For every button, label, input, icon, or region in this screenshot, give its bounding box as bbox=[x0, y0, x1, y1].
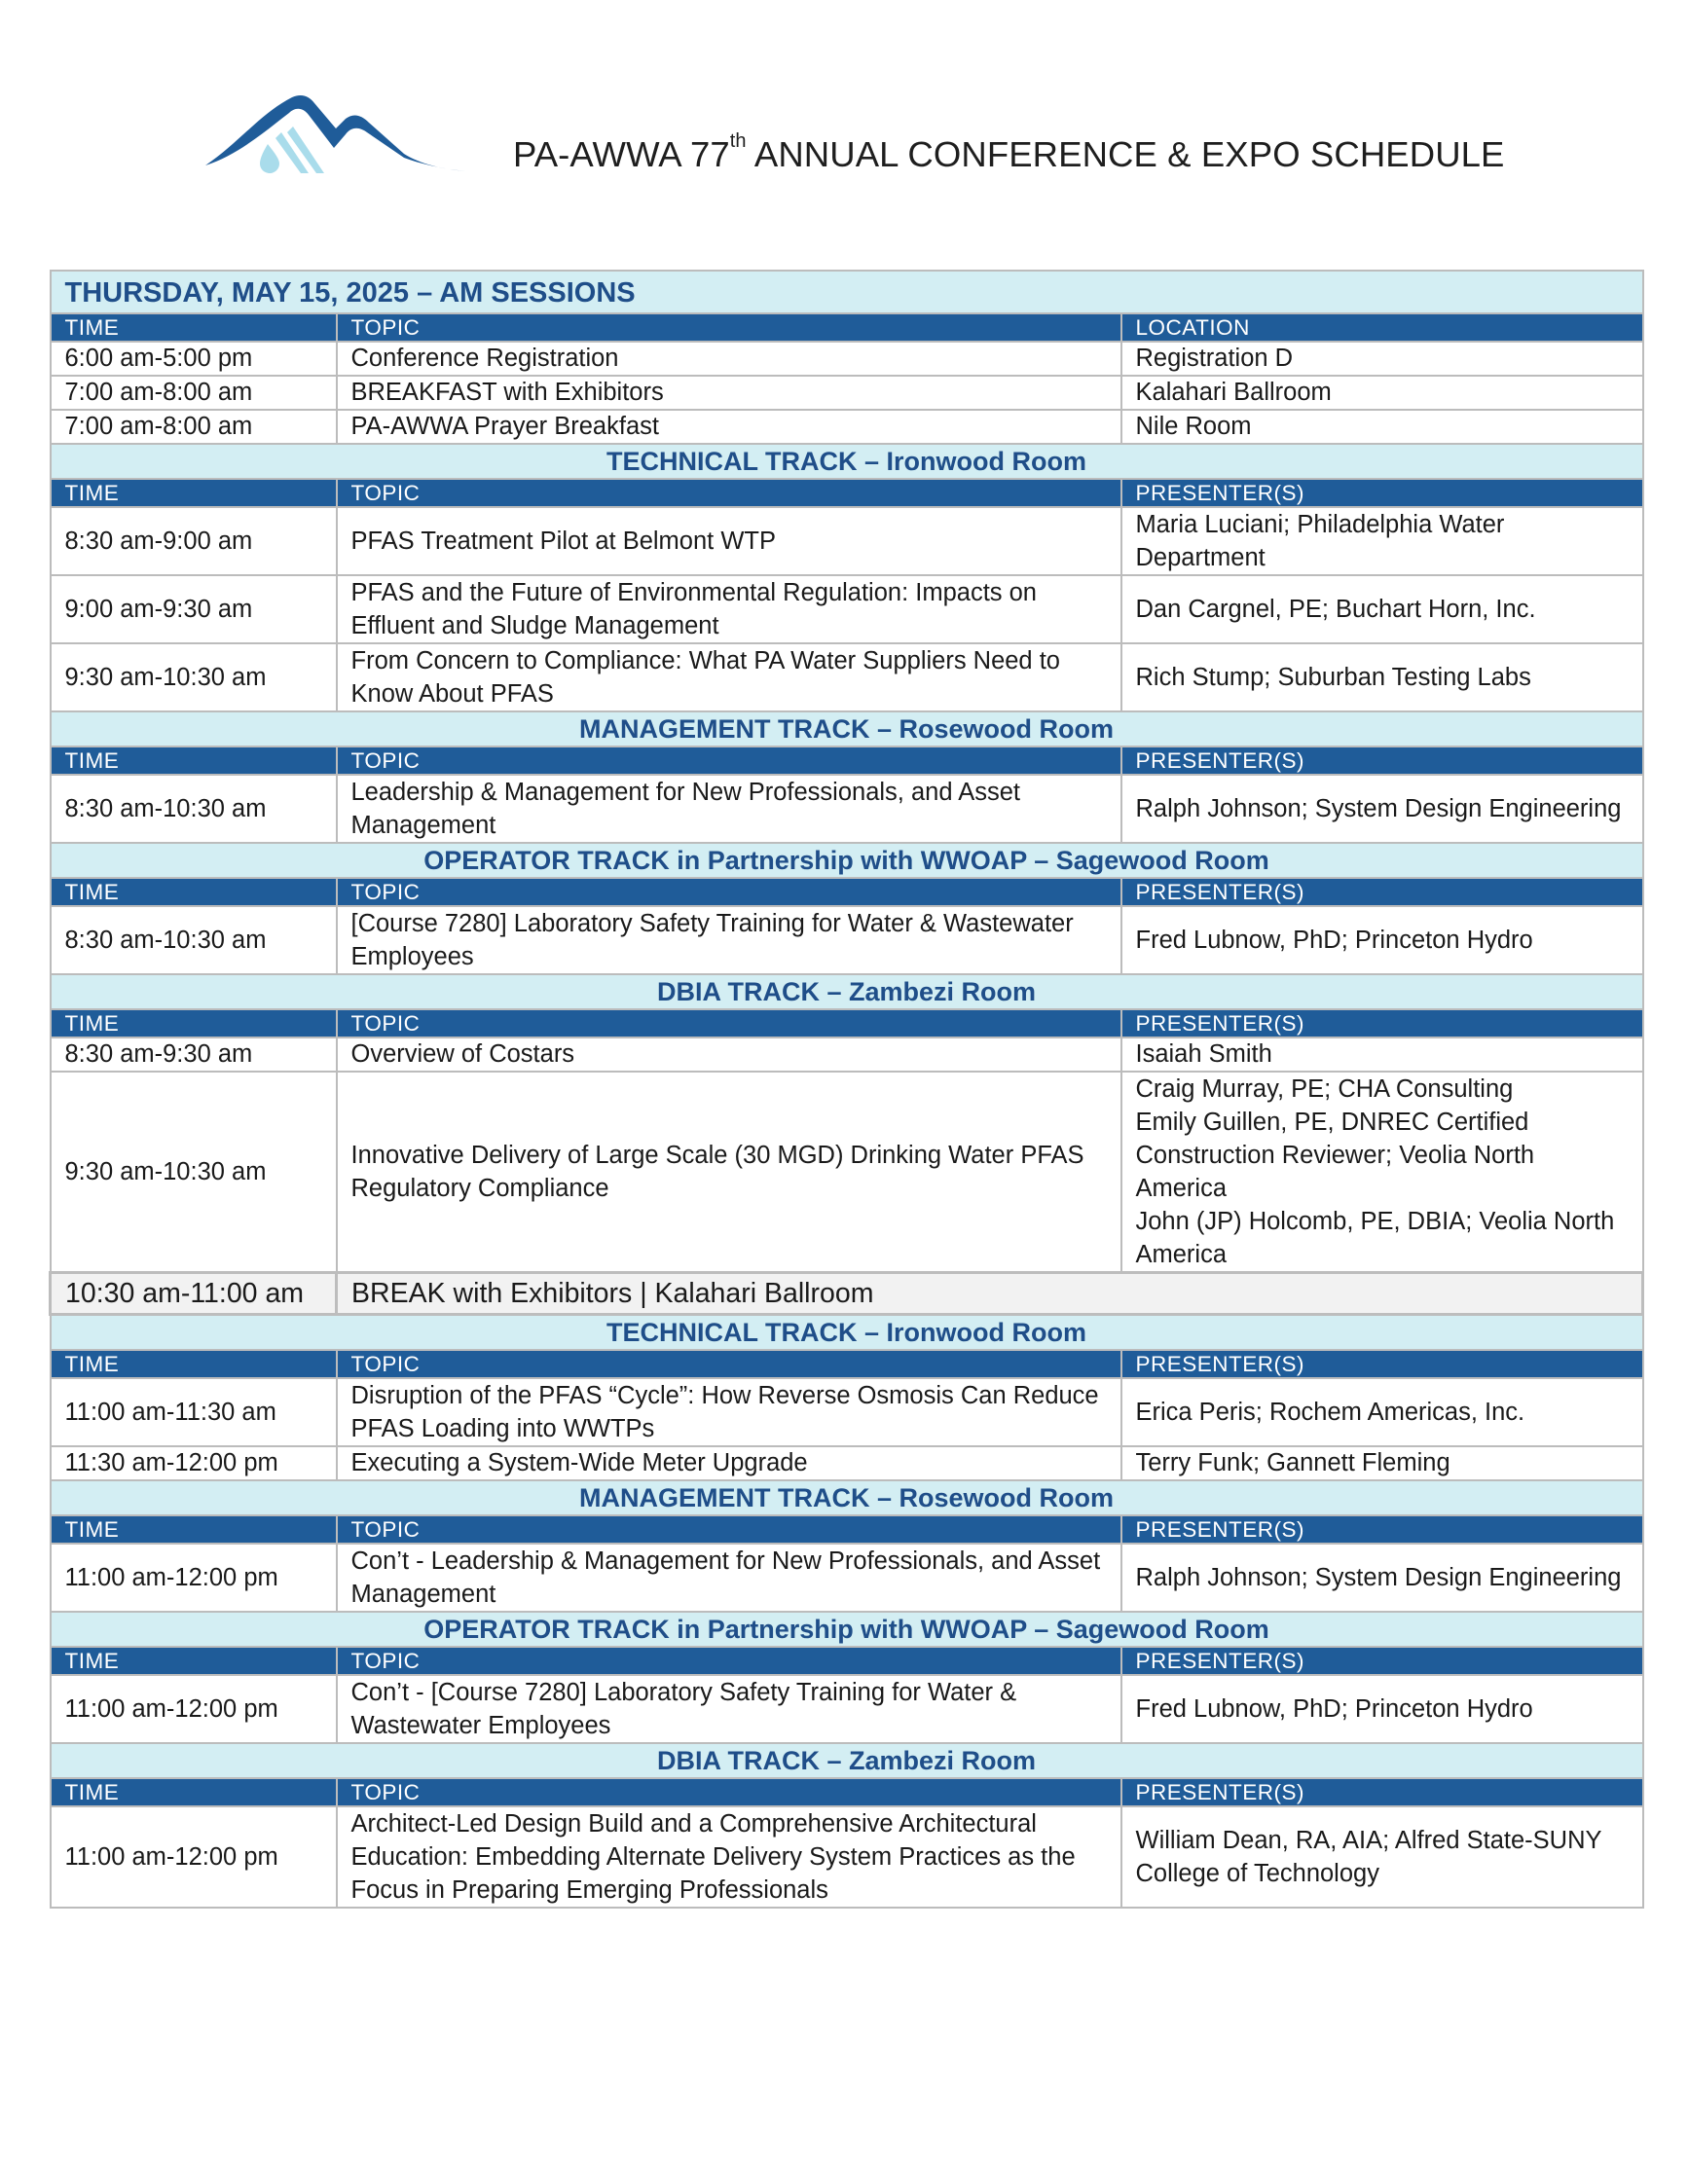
mountain-water-drop-logo bbox=[200, 90, 472, 173]
session-time: 11:00 am-12:00 pm bbox=[51, 1675, 337, 1743]
session-presenters: Fred Lubnow, PhD; Princeton Hydro bbox=[1121, 1675, 1643, 1743]
table-header-row bbox=[51, 1350, 1643, 1378]
header-time: TIME bbox=[51, 313, 337, 342]
track-title-row bbox=[51, 1612, 1643, 1647]
header-presenters: PRESENTER(S) bbox=[1121, 1515, 1643, 1544]
session-presenters: William Dean, RA, AIA; Alfred State-SUNY College of Technology bbox=[1121, 1806, 1643, 1908]
session-presenters: Fred Lubnow, PhD; Princeton Hydro bbox=[1121, 906, 1643, 974]
session-time: 7:00 am-8:00 am bbox=[51, 376, 337, 410]
session-topic: Leadership & Management for New Professionals, and Asset Management bbox=[337, 775, 1121, 843]
header-presenters: PRESENTER(S) bbox=[1121, 746, 1643, 775]
header-presenters: PRESENTER(S) bbox=[1121, 1350, 1643, 1378]
schedule-table bbox=[49, 270, 1644, 1909]
track-title: TECHNICAL TRACK – Ironwood Room bbox=[51, 444, 1643, 479]
session-location: Nile Room bbox=[1121, 410, 1643, 444]
session-presenters: Rich Stump; Suburban Testing Labs bbox=[1121, 643, 1643, 711]
header-presenters: PRESENTER(S) bbox=[1121, 1009, 1643, 1037]
header-presenters: PRESENTER(S) bbox=[1121, 1647, 1643, 1675]
table-row bbox=[51, 1378, 1643, 1446]
track-title-row bbox=[51, 711, 1643, 746]
session-time: 8:30 am-9:00 am bbox=[51, 507, 337, 575]
session-time: 8:30 am-10:30 am bbox=[51, 775, 337, 843]
track-title: OPERATOR TRACK in Partnership with WWOAP – Sagewood Room bbox=[51, 1612, 1643, 1647]
session-presenters: Maria Luciani; Philadelphia Water Department bbox=[1121, 507, 1643, 575]
session-presenters: Dan Cargnel, PE; Buchart Horn, Inc. bbox=[1121, 575, 1643, 643]
session-presenters bbox=[1121, 1072, 1643, 1273]
session-time: 8:30 am-9:30 am bbox=[51, 1037, 337, 1072]
table-header-row bbox=[51, 746, 1643, 775]
table-row bbox=[51, 1037, 1643, 1072]
session-topic: PA-AWWA Prayer Breakfast bbox=[337, 410, 1121, 444]
track-title: DBIA TRACK – Zambezi Room bbox=[51, 1743, 1643, 1778]
session-time: 9:30 am-10:30 am bbox=[51, 643, 337, 711]
table-row bbox=[51, 1446, 1643, 1480]
session-time: 9:00 am-9:30 am bbox=[51, 575, 337, 643]
session-topic: BREAKFAST with Exhibitors bbox=[337, 376, 1121, 410]
table-row bbox=[51, 1675, 1643, 1743]
session-time: 11:30 am-12:00 pm bbox=[51, 1446, 337, 1480]
table-header-row bbox=[51, 878, 1643, 906]
table-row bbox=[51, 775, 1643, 843]
page-header bbox=[0, 0, 1688, 263]
table-header-row bbox=[51, 1778, 1643, 1806]
table-header-row bbox=[51, 313, 1643, 342]
track-title-row bbox=[51, 843, 1643, 878]
session-topic: Executing a System-Wide Meter Upgrade bbox=[337, 1446, 1121, 1480]
table-row bbox=[51, 1544, 1643, 1612]
session-topic: Disruption of the PFAS “Cycle”: How Reverse Osmosis Can Reduce PFAS Loading into WWTPs bbox=[337, 1378, 1121, 1446]
header-topic: TOPIC bbox=[337, 1350, 1121, 1378]
table-row bbox=[51, 1806, 1643, 1908]
track-title: OPERATOR TRACK in Partnership with WWOAP – Sagewood Room bbox=[51, 843, 1643, 878]
session-presenters: Erica Peris; Rochem Americas, Inc. bbox=[1121, 1378, 1643, 1446]
session-topic: Con’t - [Course 7280] Laboratory Safety Training for Water & Wastewater Employees bbox=[337, 1675, 1121, 1743]
break-row bbox=[51, 1273, 1643, 1315]
track-title-row bbox=[51, 1743, 1643, 1778]
header-time: TIME bbox=[51, 479, 337, 507]
session-time: 11:00 am-11:30 am bbox=[51, 1378, 337, 1446]
header-time: TIME bbox=[51, 1350, 337, 1378]
track-title-row bbox=[51, 1315, 1643, 1351]
table-row bbox=[51, 410, 1643, 444]
table-header-row bbox=[51, 479, 1643, 507]
session-topic: PFAS Treatment Pilot at Belmont WTP bbox=[337, 507, 1121, 575]
track-title: MANAGEMENT TRACK – Rosewood Room bbox=[51, 1480, 1643, 1515]
header-time: TIME bbox=[51, 1778, 337, 1806]
session-location: Registration D bbox=[1121, 342, 1643, 376]
session-topic bbox=[337, 1072, 1121, 1273]
document-title: PA-AWWA 77th ANNUAL CONFERENCE & EXPO SCHEDULE bbox=[513, 130, 1505, 174]
session-presenters: Ralph Johnson; System Design Engineering bbox=[1121, 1544, 1643, 1612]
day-title-row bbox=[51, 271, 1643, 313]
header-topic: TOPIC bbox=[337, 1009, 1121, 1037]
session-location: Kalahari Ballroom bbox=[1121, 376, 1643, 410]
table-row bbox=[51, 1072, 1643, 1273]
table-row bbox=[51, 507, 1643, 575]
presenter-entry: John (JP) Holcomb, PE, DBIA; Veolia North America bbox=[1135, 1208, 1615, 1268]
table-row bbox=[51, 575, 1643, 643]
table-header-row bbox=[51, 1515, 1643, 1544]
header-time: TIME bbox=[51, 1515, 337, 1544]
track-title: MANAGEMENT TRACK – Rosewood Room bbox=[51, 711, 1643, 746]
table-header-row bbox=[51, 1009, 1643, 1037]
table-row bbox=[51, 342, 1643, 376]
track-title: DBIA TRACK – Zambezi Room bbox=[51, 974, 1643, 1009]
table-header-row bbox=[51, 1647, 1643, 1675]
header-time: TIME bbox=[51, 1009, 337, 1037]
session-topic: Con’t - Leadership & Management for New Professionals, and Asset Management bbox=[337, 1544, 1121, 1612]
session-presenters: Ralph Johnson; System Design Engineering bbox=[1121, 775, 1643, 843]
track-title-row bbox=[51, 1480, 1643, 1515]
header-time: TIME bbox=[51, 1647, 337, 1675]
table-row bbox=[51, 376, 1643, 410]
session-time: 7:00 am-8:00 am bbox=[51, 410, 337, 444]
header-presenters: PRESENTER(S) bbox=[1121, 1778, 1643, 1806]
presenter-entry: Craig Murray, PE; CHA Consulting bbox=[1135, 1075, 1514, 1103]
header-time: TIME bbox=[51, 878, 337, 906]
presenter-entry: Emily Guillen, PE, DNREC Certified Construction Reviewer; Veolia North America bbox=[1135, 1109, 1535, 1202]
table-row bbox=[51, 906, 1643, 974]
header-topic: TOPIC bbox=[337, 1778, 1121, 1806]
header-time: TIME bbox=[51, 746, 337, 775]
session-topic: From Concern to Compliance: What PA Water Suppliers Need to Know About PFAS bbox=[337, 643, 1121, 711]
session-time: 9:30 am-10:30 am bbox=[51, 1072, 337, 1273]
session-time: 8:30 am-10:30 am bbox=[51, 906, 337, 974]
header-presenters: PRESENTER(S) bbox=[1121, 479, 1643, 507]
session-presenters: Isaiah Smith bbox=[1121, 1037, 1643, 1072]
track-title-row bbox=[51, 974, 1643, 1009]
table-row bbox=[51, 643, 1643, 711]
session-topic: PFAS and the Future of Environmental Regulation: Impacts on Effluent and Sludge Management bbox=[337, 575, 1121, 643]
header-topic: TOPIC bbox=[337, 1515, 1121, 1544]
session-topic: [Course 7280] Laboratory Safety Training for Water & Wastewater Employees bbox=[337, 906, 1121, 974]
header-topic: TOPIC bbox=[337, 1647, 1121, 1675]
session-time: 11:00 am-12:00 pm bbox=[51, 1806, 337, 1908]
session-time: 11:00 am-12:00 pm bbox=[51, 1544, 337, 1612]
break-label: BREAK with Exhibitors | Kalahari Ballroom bbox=[337, 1273, 1643, 1315]
topic-line: Regulatory Compliance bbox=[350, 1175, 609, 1202]
header-topic: TOPIC bbox=[337, 479, 1121, 507]
break-time: 10:30 am-11:00 am bbox=[51, 1273, 337, 1315]
topic-line: Innovative Delivery of Large Scale (30 MGD) Drinking Water PFAS bbox=[350, 1142, 1084, 1169]
header-topic: TOPIC bbox=[337, 878, 1121, 906]
track-title-row bbox=[51, 444, 1643, 479]
session-presenters: Terry Funk; Gannett Fleming bbox=[1121, 1446, 1643, 1480]
header-presenters: PRESENTER(S) bbox=[1121, 878, 1643, 906]
session-topic: Overview of Costars bbox=[337, 1037, 1121, 1072]
session-topic: Conference Registration bbox=[337, 342, 1121, 376]
header-location: LOCATION bbox=[1121, 313, 1643, 342]
header-topic: TOPIC bbox=[337, 746, 1121, 775]
track-title: TECHNICAL TRACK – Ironwood Room bbox=[51, 1315, 1643, 1351]
header-topic: TOPIC bbox=[337, 313, 1121, 342]
session-time: 6:00 am-5:00 pm bbox=[51, 342, 337, 376]
session-topic: Architect-Led Design Build and a Comprehensive Architectural Education: Embedding Alternate Delivery System Practices as the Focus in Preparing Emerging Professionals bbox=[337, 1806, 1121, 1908]
day-title: THURSDAY, MAY 15, 2025 – AM SESSIONS bbox=[51, 271, 1643, 313]
